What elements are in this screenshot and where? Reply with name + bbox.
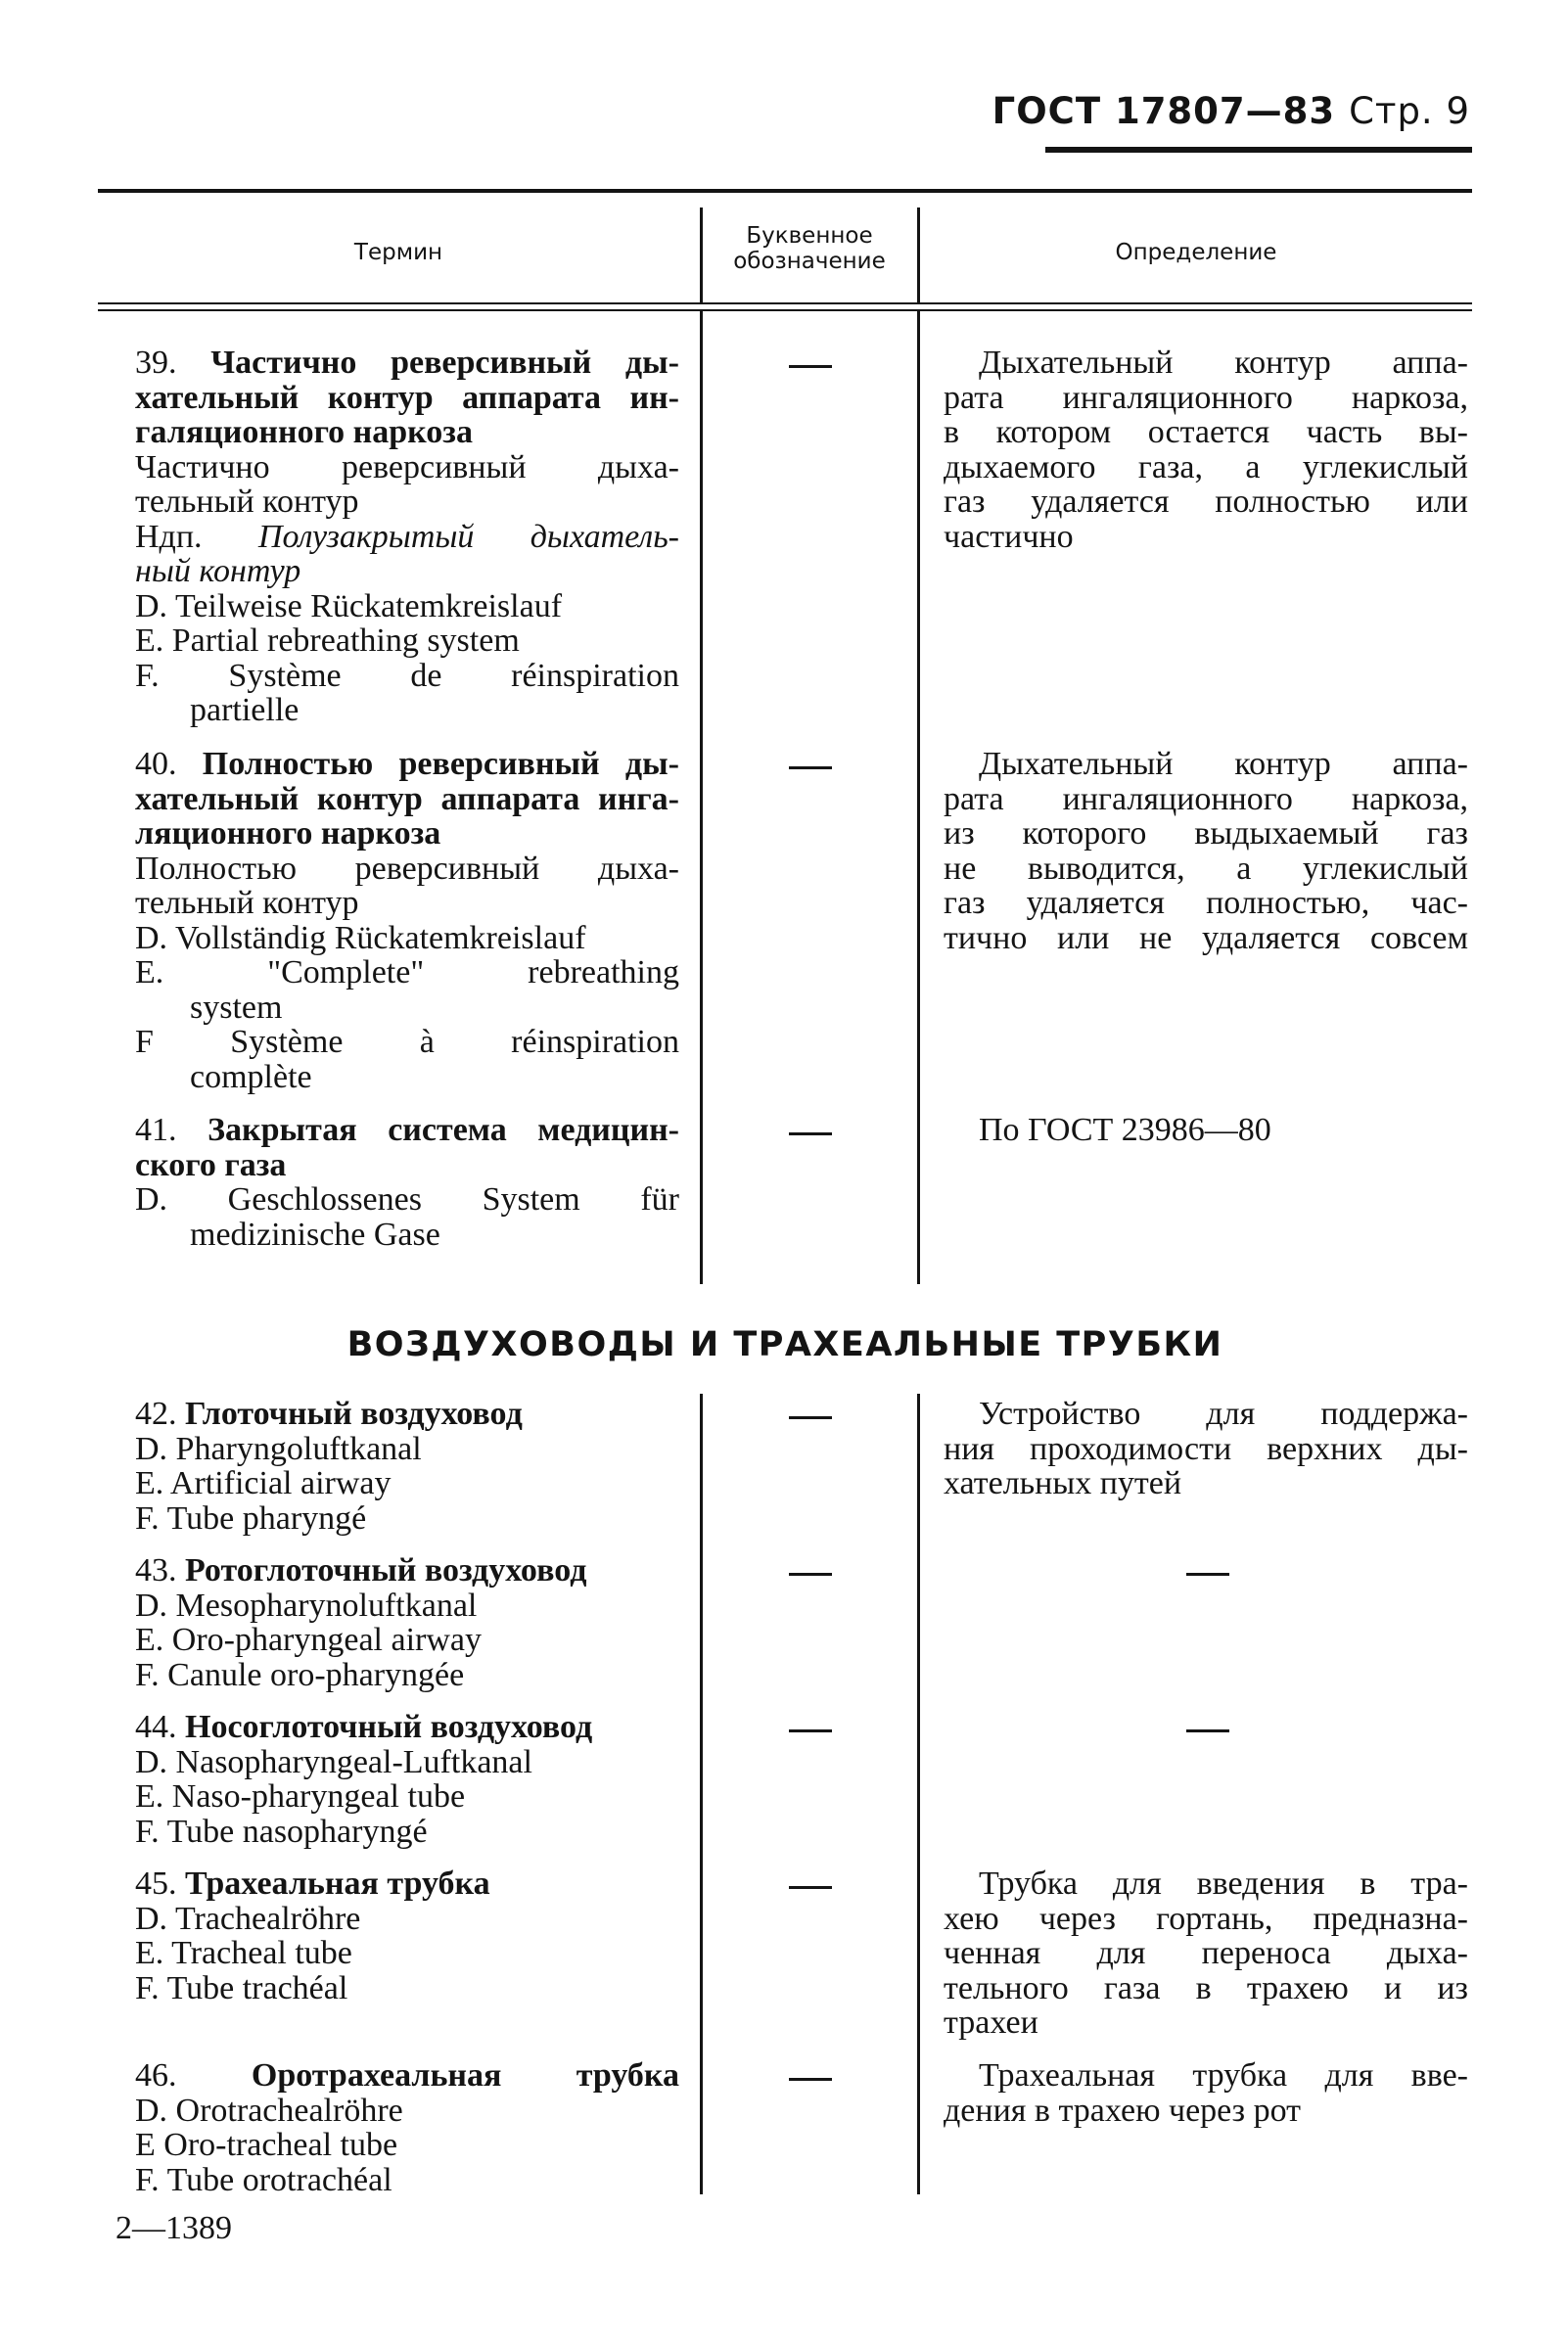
column-header-definition: Определение (1115, 240, 1277, 265)
synonym-line: тельный контур (135, 885, 359, 921)
definition-line: из которого выдыхаемый газ (944, 815, 1468, 852)
term-title-line: ского газа (135, 1146, 287, 1183)
german-equivalent: D. Orotrachealröhre (135, 2092, 403, 2129)
french-equivalent: F. Tube orotrachéal (135, 2161, 392, 2198)
french-equivalent: F. Tube trachéal (135, 1969, 348, 2006)
english-equivalent: E. Artificial airway (135, 1465, 392, 1501)
definition-dash (1186, 1573, 1229, 1576)
definition-line: тельного газа в трахею и из (944, 1969, 1468, 2006)
synonym-line: Частично реверсивный дыха- (135, 448, 679, 485)
column-divider (917, 311, 920, 1284)
term-entry-45 (135, 1866, 679, 2005)
german-equivalent: D. Pharyngoluftkanal (135, 1430, 422, 1467)
term-title-line: хательный контур аппарата инга- (135, 780, 679, 817)
term-number: 40. (135, 746, 177, 782)
definition-line: хею через гортань, предназна- (944, 1900, 1468, 1937)
definition-line: Устройство для поддержа- (979, 1396, 1468, 1432)
definition-line: Дыхательный контур аппа- (979, 345, 1468, 381)
synonym-line: Полностью реверсивный дыха- (135, 850, 679, 887)
definition-line: газ удаляется полностью или (944, 484, 1468, 520)
definition-41 (944, 1113, 1468, 1148)
column-header-letter-line-1: Буквенное (746, 223, 873, 249)
definition-line: тично или не удаляется совсем (944, 919, 1468, 956)
french-equivalent: F Système à réinspiration (135, 1024, 679, 1060)
term-entry-39 (135, 345, 679, 728)
deprecated-term: Полузакрытый дыхатель- (257, 518, 679, 555)
column-header-letter-line-2: обозначение (733, 249, 886, 275)
english-equivalent: E. Oro-pharyngeal airway (135, 1622, 483, 1658)
header-rule (1045, 147, 1472, 153)
section-title: ВОЗДУХОВОДЫ И ТРАХЕАЛЬНЫЕ ТРУБКИ (346, 1325, 1223, 1364)
column-divider (917, 207, 920, 303)
english-equivalent: E. Naso-pharyngeal tube (135, 1778, 466, 1815)
column-divider (700, 311, 703, 1284)
term-title: Частично реверсивный ды- (210, 345, 679, 381)
letter-designation-dash (789, 1132, 832, 1135)
definition-line: в котором остается часть вы- (944, 414, 1468, 450)
term-number: 41. (135, 1112, 177, 1148)
definition-line: частично (944, 518, 1074, 555)
definition-line: Трахеальная трубка для вве- (979, 2057, 1468, 2094)
print-code: 2—1389 (115, 2210, 232, 2246)
letter-designation-dash (789, 1729, 832, 1732)
german-equivalent: D. Geschlossenes System für (135, 1181, 679, 1218)
table-head-rule (98, 302, 1472, 304)
ndp-label: Ндп. (135, 518, 203, 555)
term-title: Закрытая система медицин- (208, 1112, 679, 1148)
definition-39 (944, 345, 1468, 554)
term-title-line: галяционного наркоза (135, 414, 473, 450)
french-equivalent-line: complète (190, 1058, 312, 1095)
definition-40 (944, 747, 1468, 955)
german-equivalent: D. Vollständig Rückatemkreislauf (135, 919, 586, 956)
definition-line: газ удаляется полностью, час- (944, 885, 1468, 921)
definition-line: рата ингаляционного наркоза, (944, 379, 1468, 416)
english-equivalent: E. "Complete" rebreathing (135, 954, 679, 990)
definition-dash (1186, 1729, 1229, 1732)
term-number: 39. (135, 345, 177, 381)
letter-designation-dash (789, 1886, 832, 1889)
term-entry-44 (135, 1710, 679, 1849)
definition-42 (944, 1397, 1468, 1501)
table-top-rule (98, 189, 1472, 193)
letter-designation-dash (789, 1573, 832, 1576)
term-title: Полностью реверсивный ды- (202, 746, 679, 782)
term-title-line: хательный контур аппарата ин- (135, 379, 679, 416)
definition-line: дения в трахею через рот (944, 2092, 1302, 2129)
english-equivalent-line: system (190, 989, 283, 1026)
definition-line: ченная для переноса дыха- (944, 1935, 1468, 1971)
term-entry-40 (135, 747, 679, 1094)
definition-line: рата ингаляционного наркоза, (944, 780, 1468, 817)
column-divider (917, 1394, 920, 2194)
definition-line: Дыхательный контур аппа- (979, 746, 1468, 782)
column-divider (700, 1394, 703, 2194)
synonym-line: тельный контур (135, 484, 359, 520)
definition-46 (944, 2058, 1468, 2128)
letter-designation-dash (789, 2078, 832, 2081)
deprecated-term-line: ный контур (135, 553, 301, 589)
definition-line: дыхаемого газа, а углекислый (944, 448, 1468, 485)
german-equivalent-line: medizinische Gase (190, 1216, 440, 1253)
running-header (992, 90, 1470, 132)
term-entry-43 (135, 1553, 679, 1692)
page-number: Стр. 9 (1349, 90, 1470, 132)
column-header-term: Термин (353, 240, 443, 265)
term-number: 42. (135, 1396, 177, 1432)
definition-line: ния проходимости верхних ды- (944, 1430, 1468, 1467)
term-title: Носоглоточный воздуховод (185, 1709, 593, 1745)
gost-number: ГОСТ 17807—83 (992, 90, 1336, 132)
column-header-letter (702, 223, 917, 275)
german-equivalent: D. Mesopharynoluftkanal (135, 1587, 478, 1624)
term-title: Глоточный воздуховод (185, 1396, 523, 1432)
french-equivalent: F. Tube nasopharyngé (135, 1813, 428, 1850)
definition-line: Трубка для введения в тра- (979, 1865, 1468, 1902)
definition-45 (944, 1866, 1468, 2041)
definition-line: трахеи (944, 2004, 1038, 2041)
column-divider (700, 207, 703, 303)
term-entry-42 (135, 1397, 679, 1536)
english-equivalent: E. Tracheal tube (135, 1935, 352, 1971)
term-number: 45. (135, 1865, 177, 1902)
term-title: Трахеальная трубка (185, 1865, 490, 1902)
term-entry-41 (135, 1113, 679, 1252)
term-title: Оротрахеальная трубка (251, 2057, 679, 2094)
term-title: Ротоглоточный воздуховод (185, 1552, 587, 1589)
term-entry-46 (135, 2058, 679, 2197)
definition-line: не выводится, а углекислый (944, 850, 1468, 887)
french-equivalent: F. Système de réinspiration (135, 657, 679, 694)
english-equivalent: E. Partial rebreathing system (135, 622, 520, 659)
term-number: 44. (135, 1709, 177, 1745)
term-title-line: ляционного наркоза (135, 815, 441, 852)
term-number: 46. (135, 2057, 177, 2094)
definition-line: хательных путей (944, 1465, 1182, 1501)
french-equivalent: F. Tube pharyngé (135, 1499, 367, 1537)
term-number: 43. (135, 1552, 177, 1589)
definition-line: По ГОСТ 23986—80 (979, 1112, 1271, 1148)
english-equivalent: E Oro-tracheal tube (135, 2127, 398, 2163)
german-equivalent: D. Teilweise Rückatemkreislauf (135, 587, 563, 624)
letter-designation-dash (789, 766, 832, 769)
letter-designation-dash (789, 365, 832, 368)
table-head-rule (98, 309, 1472, 311)
french-equivalent: F. Canule oro-pharyngée (135, 1656, 465, 1693)
french-equivalent-line: partielle (190, 692, 300, 728)
letter-designation-dash (789, 1416, 832, 1419)
german-equivalent: D. Trachealröhre (135, 1900, 361, 1937)
german-equivalent: D. Nasopharyngeal-Luftkanal (135, 1743, 532, 1780)
